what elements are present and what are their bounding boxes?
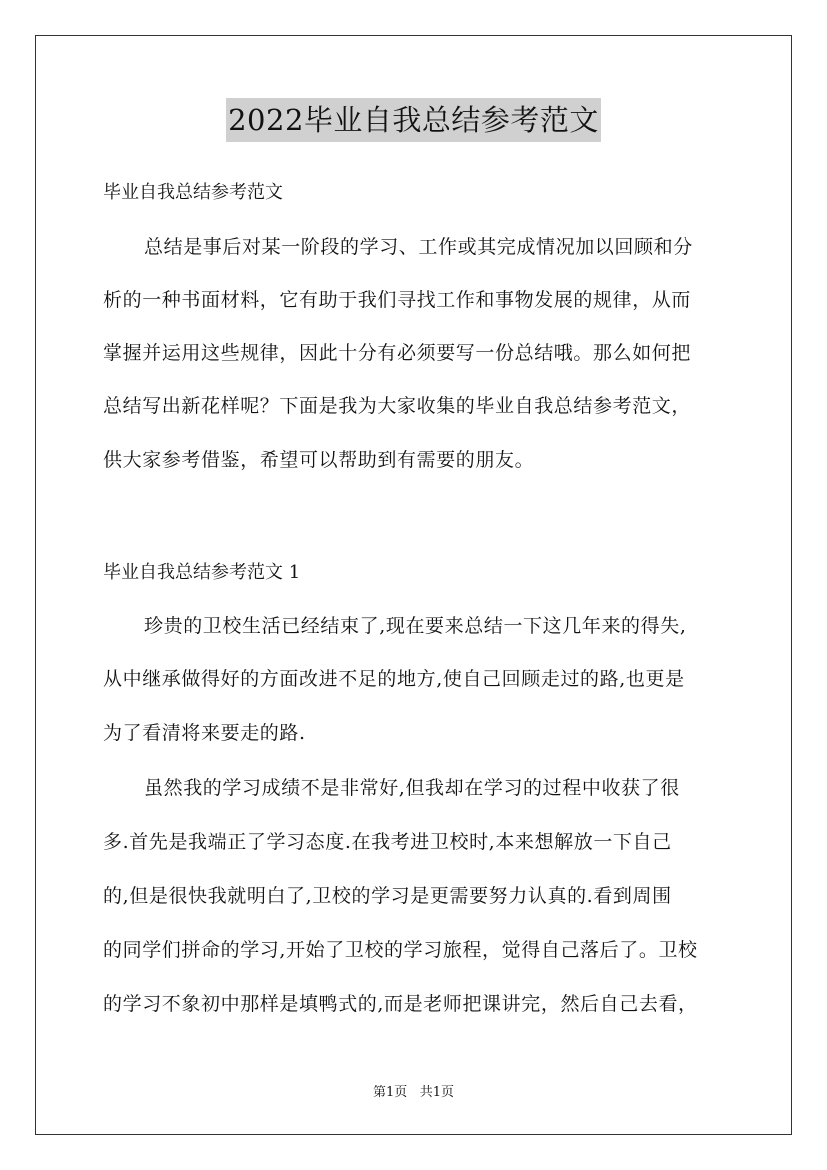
- intro-line: 掌握并运用这些规律，因此十分有必须要写一份总结哦。那么如何把: [103, 342, 692, 364]
- page-total: 共1页: [419, 1085, 454, 1100]
- section1-para2-line: 的学习不象初中那样是填鸭式的,而是老师把课讲完，然后自己去看，: [103, 993, 698, 1015]
- section1-para1-line: 珍贵的卫校生活已经结束了,现在要来总结一下这几年来的得失,: [144, 615, 687, 637]
- section-heading: 毕业自我总结参考范文 1: [103, 562, 301, 583]
- section1-para2-line: 的,但是很快我就明白了,卫校的学习是更需要努力认真的.看到周围: [103, 885, 672, 907]
- document-subtitle: 毕业自我总结参考范文: [103, 182, 283, 203]
- section1-para1-line: 为了看清将来要走的路.: [103, 722, 306, 744]
- section1-para2-line: 的同学们拼命的学习,开始了卫校的学习旅程，觉得自己落后了。卫校: [103, 939, 698, 961]
- page-footer: [0, 1084, 827, 1102]
- intro-line: 供大家参考借鉴，希望可以帮助到有需要的朋友。: [103, 449, 535, 471]
- document-title: 2022毕业自我总结参考范文: [226, 98, 601, 142]
- intro-line: 总结是事后对某一阶段的学习、工作或其完成情况加以回顾和分: [144, 236, 693, 258]
- page-number: 第1页: [373, 1085, 408, 1100]
- intro-line: 析的一种书面材料，它有助于我们寻找工作和事物发展的规律，从而: [103, 289, 692, 311]
- intro-line: 总结写出新花样呢？下面是我为大家收集的毕业自我总结参考范文，: [103, 395, 692, 417]
- section1-para2-line: 多.首先是我端正了学习态度.在我考进卫校时,本来想解放一下自己: [103, 831, 672, 853]
- section1-para1-line: 从中继承做得好的方面改进不足的地方,使自己回顾走过的路,也更是: [103, 668, 685, 690]
- document-title-container: [0, 98, 827, 142]
- section1-para2-line: 虽然我的学习成绩不是非常好,但我却在学习的过程中收获了很: [144, 777, 680, 799]
